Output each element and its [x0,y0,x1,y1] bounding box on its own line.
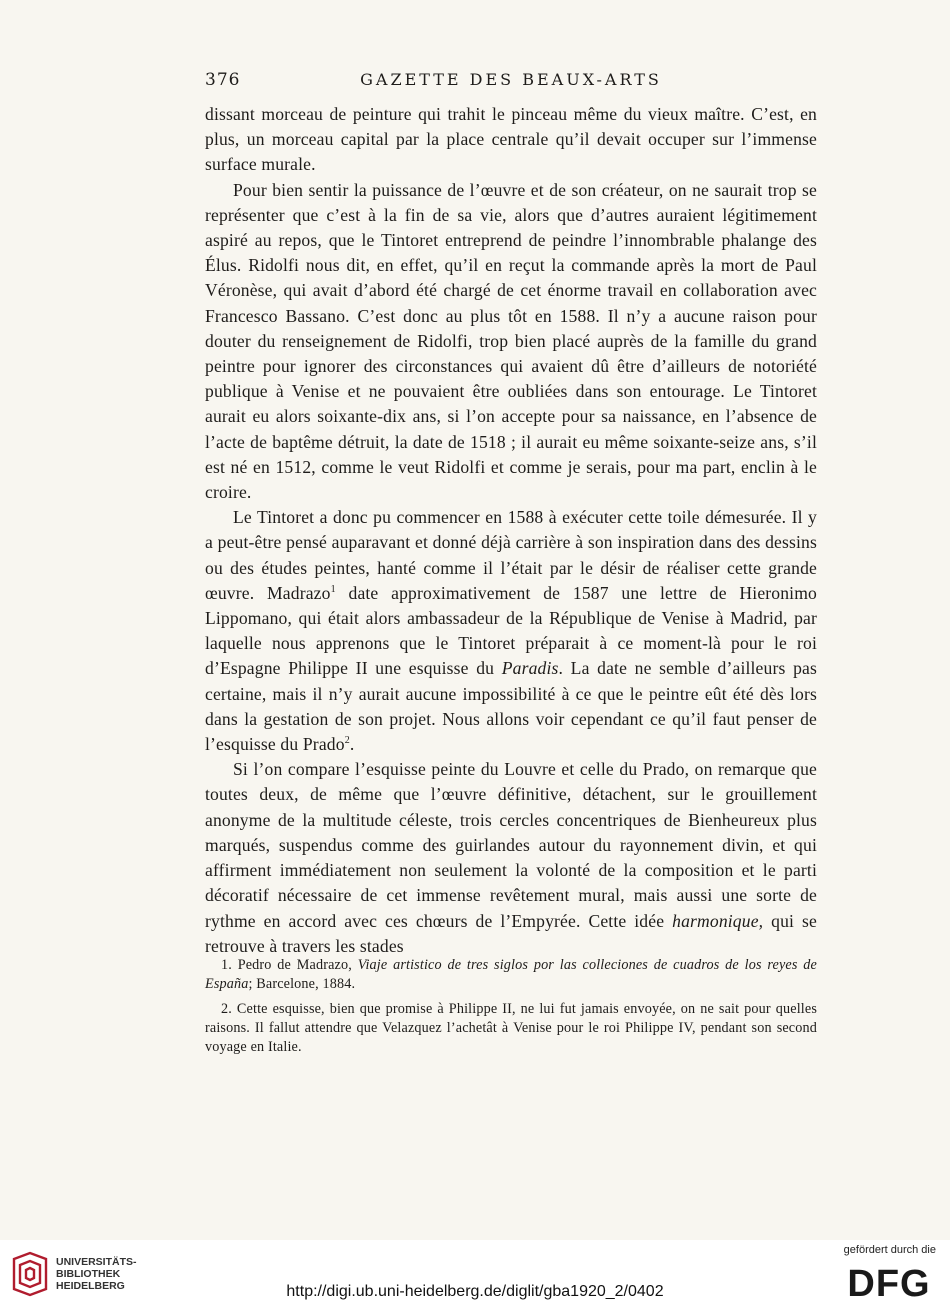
paragraph-4-part-b: qui se retrouve à travers les stades [205,910,817,956]
library-name-line-1: UNIVERSITÄTS- [56,1256,137,1268]
paragraph-4-italic-word: harmonique, [672,910,764,931]
funder-caption: gefördert durch die [843,1244,936,1256]
paragraph-3-part-a: Le Tintoret a donc pu commencer en 1588 à exécuter cette toile démesurée. Il y a peut-être pensé auparavant et donné déjà carrière à son inspiration dans des dessins ou des études peintes, hanté comme il l’était par le désir de réaliser cette grande œuvre. Madrazo [205,507,817,603]
footnote-1-part-b: ; Barcelone, 1884. [248,976,356,993]
page-number: 376 [205,70,241,90]
body-text [205,102,817,959]
footnote-2: 2. Cette esquisse, bien que promise à Philippe II, ne lui fut jamais envoyée, on ne sait pour quelles raisons. Il fallut attendre que Velazquez l’achetât à Venise pour le roi Philippe IV, pendant son second voyage en Italie. [205,1000,817,1056]
paragraph-4-part-a: Si l’on compare l’esquisse peinte du Louvre et celle du Prado, on remarque que toutes deux, de même que l’œuvre définitive, détachent, sur le grouillement anonyme de la multitude céleste, trois cercles concentriques de Bienheureux plus marqués, suspendus comme des guirlandes autour du rayonnement divin, et qui affirment immédiatement non seulement la volonté de la composition et le parti décoratif nécessaire de cet immense revêtement mural, mais aussi une sorte de rythme en accord avec ces chœurs de l’Empyrée. Cette idée [205,759,817,931]
paragraph-4 [205,757,817,959]
paragraph-3-part-c: . La date ne semble d’ailleurs pas certaine, mais il n’y aurait aucune impossibilité à ce que le peintre eût été dès lors dans la gestation de son projet. Nous allons voir cependant ce qu’il faut penser de l’esquisse du Prado [205,658,817,755]
paragraph-2: Pour bien sentir la puissance de l’œuvre et de son créateur, on ne saurait trop se représenter que c’est à la fin de sa vie, alors que d’autres auraient légitimement aspiré au repos, que le Tintoret entreprend de peindre l’innombrable phalange des Élus. Ridolfi nous dit, en effet, qu’il en reçut la commande après la mort de Paul Véronèse, qui avait d’abord été chargé de cet énorme travail en collaboration avec Francesco Bassano. C’est donc au plus tôt en 1588. Il n’y a aucune raison pour douter du renseignement de Ridolfi, trop bien placé auprès de la famille du grand peintre pour ignorer des circonstances qui avaient dû être d’ailleurs de notoriété publique à Venise et ne pouvaient être oubliées dans son entourage. Le Tintoret aurait eu alors soixante-dix ans, si l’on accepte pour sa naissance, en l’absence de l’acte de baptême détruit, la date de 1518 ; il aurait eu même soixante-seize ans, s’il est né en 1512, comme le veut Ridolfi et comme je serais, pour ma part, enclin à le croire. [205,179,817,503]
running-head [205,70,817,94]
paragraph-3-part-d: . [349,734,355,755]
library-name-line-2: BIBLIOTHEK [56,1268,121,1280]
paragraph-3-part-b: date approximativement de 1587 une lettre de Hieronimo Lippomano, qui était alors ambassadeur de la République de Venise à Madrid, par laquelle nous apprenons que le Tintoret préparait à ce moment-là pour le roi d’Espagne Philippe II une esquisse du [205,582,817,679]
dfg-logo-icon [842,1262,936,1302]
footnote-1-italic-title: Viaje artistico de tres siglos por las colleciones de cuadros de los reyes de España [205,957,817,993]
footnote-1 [205,956,817,995]
footnote-ref-1[interactable]: 1 [330,583,336,595]
dfg-logo-text: DFG [847,1263,931,1302]
footnote-ref-2[interactable]: 2 [344,735,350,747]
library-name-line-3: HEIDELBERG [56,1280,125,1292]
journal-title: GAZETTE DES BEAUX-ARTS [360,70,662,89]
paragraph-1: dissant morceau de peinture qui trahit le pinceau même du vieux maître. C’est, en plus, un morceau capital par la place centrale qu’il devait occuper sur l’immense surface murale. [205,104,817,175]
footnotes [205,956,817,1057]
paragraph-3 [205,505,817,757]
paragraph-3-italic-title: Paradis [501,658,559,679]
source-url-link[interactable]: http://digi.ub.uni-heidelberg.de/diglit/gba1920_2/0402 [286,1283,664,1300]
footnote-1-part-a: 1. Pedro de Madrazo, [221,957,358,973]
